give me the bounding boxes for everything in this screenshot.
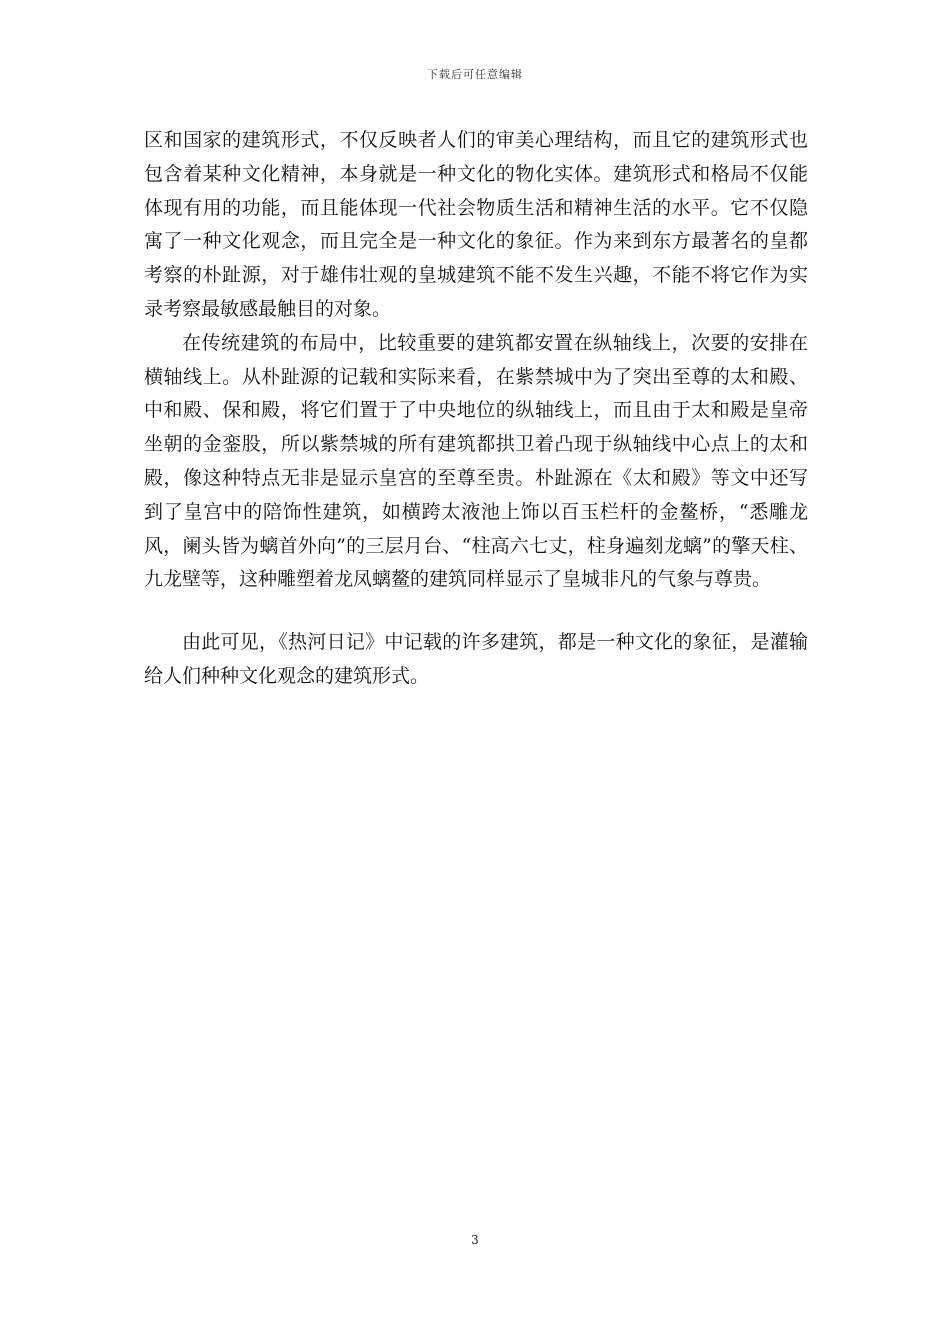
page-number: 3 — [471, 1233, 479, 1247]
document-body — [144, 124, 808, 694]
paragraph-continued: 区和国家的建筑形式，不仅反映者人们的审美心理结构，而且它的建筑形式也包含着某种文化精神，本身就是一种文化的物化实体。建筑形式和格局不仅能体现有用的功能，而且能体现一代社会物质生活和精神生活的水平。它不仅隐寓了一种文化观念，而且完全是一种文化的象征。作为来到东方最著名的皇都考察的朴趾源，对于雄伟壮观的皇城建筑不能不发生兴趣，不能不将它作为实录考察最敏感最触目的对象。 — [144, 129, 808, 320]
paragraph-spacer — [144, 597, 808, 626]
paragraph-layout: 在传统建筑的布局中，比较重要的建筑都安置在纵轴线上，次要的安排在横轴线上。从朴趾源的记载和实际来看，在紫禁城中为了突出至尊的太和殿、中和殿、保和殿，将它们置于了中央地位的纵轴线上，而且由于太和殿是皇帝坐朝的金銮股，所以紫禁城的所有建筑都拱卫着凸现于纵轴线中心点上的太和殿，像这种特点无非是显示皇宫的至尊至贵。朴趾源在《太和殿》等文中还写到了皇宫中的陪饰性建筑，如横跨太液池上饰以百玉栏杆的金鳌桥，“悉雕龙风，阑头皆为螭首外向”的三层月台、“柱高六七丈，柱身遍刻龙螭”的擎天柱、九龙壁等，这种雕塑着龙凤螭鳌的建筑同样显示了皇城非凡的气象与尊贵。 — [144, 331, 808, 591]
page-header: 下载后可任意编辑 — [427, 68, 523, 81]
paragraph-conclusion: 由此可见，《热河日记》中记载的许多建筑，都是一种文化的象征，是灌输给人们种种文化观念的建筑形式。 — [144, 631, 808, 687]
